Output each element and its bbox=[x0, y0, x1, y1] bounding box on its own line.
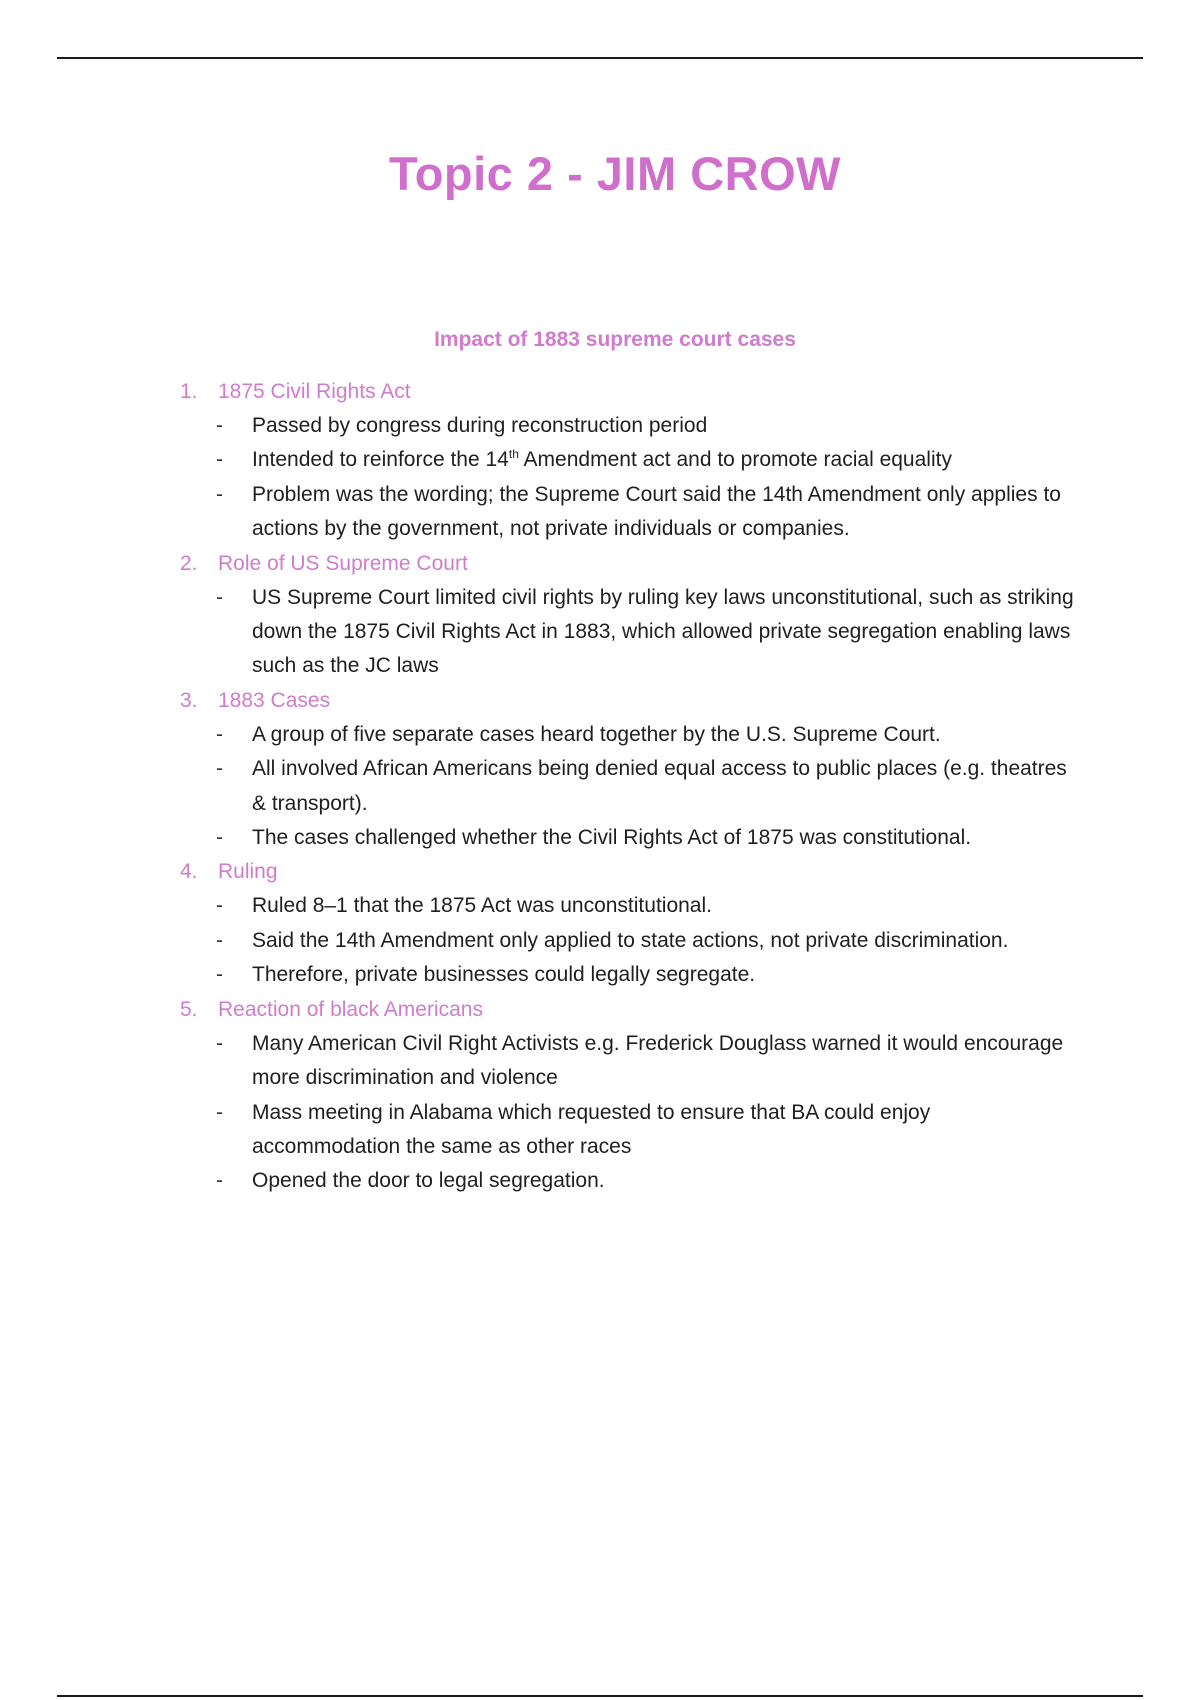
bullet-point bbox=[216, 443, 1080, 477]
bullet-text: US Supreme Court limited civil rights by ruling key laws unconstitutional, such as striking down the 1875 Civil Rights Act in 1883, which allowed private segregation enabling laws such as the JC laws bbox=[252, 585, 1074, 678]
dash-bullet-icon: - bbox=[216, 963, 223, 987]
topic-number: 5. bbox=[180, 997, 198, 1021]
topic-item bbox=[180, 684, 1080, 718]
dash-bullet-icon: - bbox=[216, 722, 223, 746]
topic-item bbox=[180, 855, 1080, 889]
bullet-point bbox=[216, 581, 1080, 684]
bullet-point bbox=[216, 752, 1080, 821]
dash-bullet-icon: - bbox=[216, 1100, 223, 1124]
bullet-text: Many American Civil Right Activists e.g. Frederick Douglass warned it would encourage more discrimination and violence bbox=[252, 1031, 1064, 1090]
topic-number: 2. bbox=[180, 551, 198, 575]
superscript: th bbox=[508, 447, 519, 462]
dash-bullet-icon: - bbox=[216, 448, 223, 472]
bullet-point bbox=[216, 1096, 1080, 1165]
bullet-point bbox=[216, 1027, 1080, 1096]
section-heading: Impact of 1883 supreme court cases bbox=[434, 328, 796, 351]
topic-item bbox=[180, 993, 1080, 1027]
topic-heading: 1875 Civil Rights Act bbox=[218, 380, 411, 403]
topic-heading: 1883 Cases bbox=[218, 688, 331, 712]
topic-number: 3. bbox=[180, 688, 198, 712]
bullet-text bbox=[252, 443, 1080, 477]
topic-item bbox=[180, 375, 1080, 409]
topic-heading: Reaction of black Americans bbox=[218, 997, 483, 1021]
bullet-text: Passed by congress during reconstruction period bbox=[252, 414, 708, 437]
bullet-point bbox=[216, 958, 1080, 992]
topic-heading: Role of US Supreme Court bbox=[218, 551, 468, 575]
bullet-point bbox=[216, 924, 1080, 958]
dash-bullet-icon: - bbox=[216, 414, 223, 437]
dash-bullet-icon: - bbox=[216, 482, 223, 506]
dash-bullet-icon: - bbox=[216, 894, 223, 918]
bullet-point bbox=[216, 821, 1080, 855]
bullet-text: Therefore, private businesses could legally segregate. bbox=[252, 963, 756, 987]
bullet-text: A group of five separate cases heard together by the U.S. Supreme Court. bbox=[252, 722, 941, 746]
dash-bullet-icon: - bbox=[216, 826, 223, 850]
topic-heading: Ruling bbox=[218, 860, 278, 884]
bullet-text: Mass meeting in Alabama which requested to ensure that BA could enjoy accommodation the same as other races bbox=[252, 1100, 931, 1158]
bullet-text: The cases challenged whether the Civil Rights Act of 1875 was constitutional. bbox=[252, 826, 972, 850]
bottom-divider bbox=[57, 1695, 1143, 1697]
bullet-point bbox=[216, 718, 1080, 752]
bullet-point bbox=[216, 409, 1080, 443]
bullet-text: Problem was the wording; the Supreme Court said the 14th Amendment only applies to actions by the government, not private individuals or companies. bbox=[252, 482, 1061, 541]
bullet-point bbox=[216, 889, 1080, 923]
bullet-text: Ruled 8–1 that the 1875 Act was unconstitutional. bbox=[252, 894, 712, 918]
bullet-text-part: Intended to reinforce the 14 bbox=[252, 448, 509, 472]
dash-bullet-icon: - bbox=[216, 585, 223, 609]
bullet-text: All involved African Americans being denied equal access to public places (e.g. theatres & transport). bbox=[252, 757, 1067, 815]
topic-number: 4. bbox=[180, 860, 198, 884]
top-divider bbox=[57, 57, 1143, 59]
bullet-point bbox=[216, 478, 1080, 547]
dash-bullet-icon: - bbox=[216, 757, 223, 781]
bullet-text: Said the 14th Amendment only applied to state actions, not private discrimination. bbox=[252, 928, 1009, 952]
topic-item bbox=[180, 547, 1080, 581]
topic-number: 1. bbox=[180, 380, 198, 403]
dash-bullet-icon: - bbox=[216, 928, 223, 952]
dash-bullet-icon: - bbox=[216, 1169, 223, 1193]
page-title: Topic 2 - JIM CROW bbox=[388, 147, 841, 200]
bullet-point bbox=[216, 1164, 1080, 1198]
topic-list bbox=[180, 375, 1080, 1199]
dash-bullet-icon: - bbox=[216, 1031, 223, 1055]
bullet-text: Opened the door to legal segregation. bbox=[252, 1169, 605, 1193]
bullet-text-part: Amendment act and to promote racial equality bbox=[518, 448, 952, 472]
